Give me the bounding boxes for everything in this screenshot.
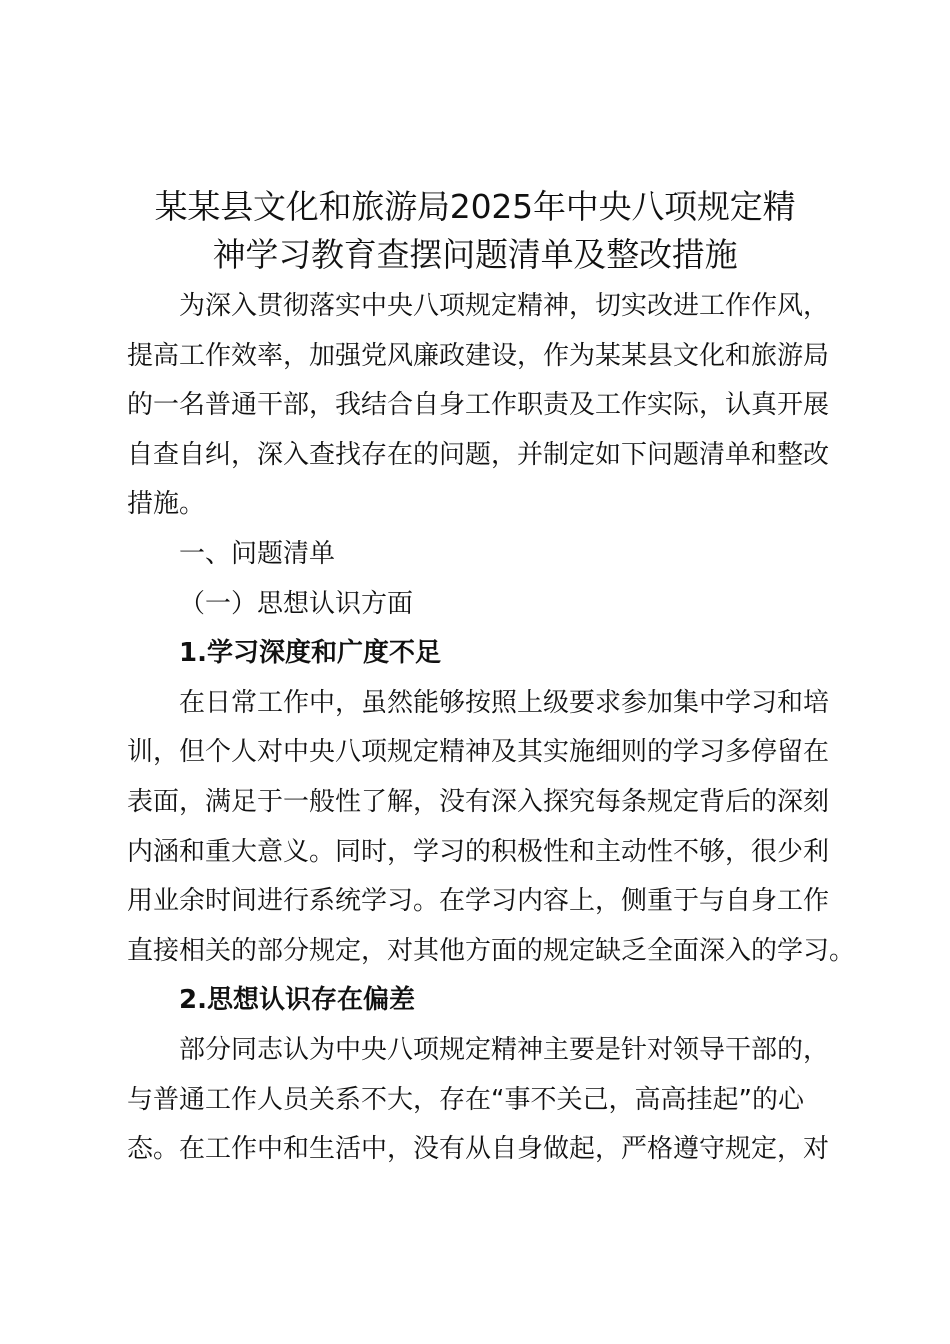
subsection-heading-ideology: （一）思想认识方面 xyxy=(179,588,414,619)
item2-line-3: 态。在工作中和生活中，没有从自身做起，严格遵守规定，对 xyxy=(127,1134,830,1165)
intro-line-4: 自查自纠，深入查找存在的问题，并制定如下问题清单和整改 xyxy=(127,439,830,470)
document-body xyxy=(127,282,856,1175)
intro-line-1: 为深入贯彻落实中央八项规定精神，切实改进工作作风， xyxy=(179,291,830,321)
title-line-1: 某某县文化和旅游局2025年中央八项规定精 xyxy=(154,187,796,226)
intro-line-2: 提高工作效率，加强党风廉政建设，作为某某县文化和旅游局 xyxy=(127,340,830,371)
item-heading-1: 1.学习深度和广度不足 xyxy=(179,638,441,669)
item2-line-2: 与普通工作人员关系不大，存在“事不关己，高高挂起”的心 xyxy=(127,1084,804,1115)
section-heading-problem-list: 一、问题清单 xyxy=(179,538,336,569)
item1-line-2: 训，但个人对中央八项规定精神及其实施细则的学习多停留在 xyxy=(127,737,830,768)
item2-paragraph xyxy=(127,1026,830,1175)
item1-line-5: 用业余时间进行系统学习。在学习内容上，侧重于与自身工作 xyxy=(127,886,830,917)
item1-line-4: 内涵和重大意义。同时，学习的积极性和主动性不够，很少利 xyxy=(127,836,830,867)
item-heading-2: 2.思想认识存在偏差 xyxy=(179,985,415,1016)
title-line-2: 神学习教育查摆问题清单及整改措施 xyxy=(212,235,738,274)
intro-line-5: 措施。 xyxy=(127,489,206,520)
item1-line-6: 直接相关的部分规定，对其他方面的规定缺乏全面深入的学习。 xyxy=(127,935,856,966)
item1-paragraph xyxy=(127,679,856,977)
document-title xyxy=(120,183,830,279)
intro-line-3: 的一名普通干部，我结合自身工作职责及工作实际，认真开展 xyxy=(127,390,830,421)
item2-line-1: 部分同志认为中央八项规定精神主要是针对领导干部的， xyxy=(179,1034,830,1065)
item1-line-1: 在日常工作中，虽然能够按照上级要求参加集中学习和培 xyxy=(179,687,830,718)
item1-line-3: 表面，满足于一般性了解，没有深入探究每条规定背后的深刻 xyxy=(127,786,830,817)
intro-paragraph xyxy=(127,282,830,530)
